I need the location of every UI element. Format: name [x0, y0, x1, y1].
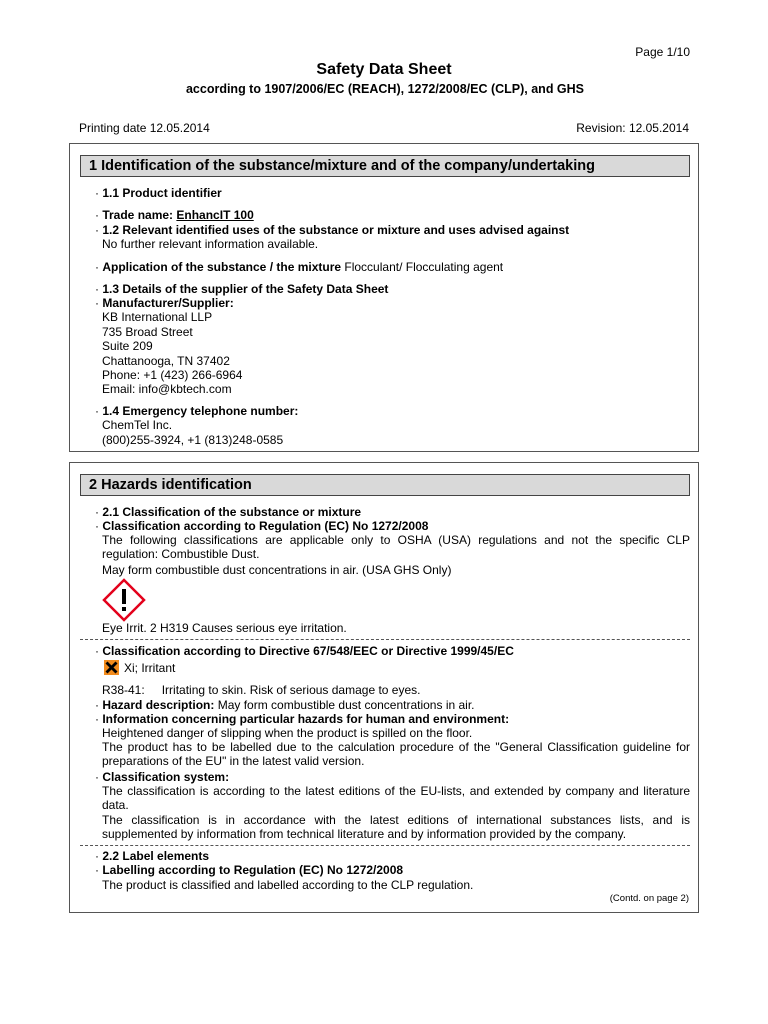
ghs-exclamation-icon [102, 578, 146, 622]
clp-heading: · Classification according to Regulation (EC) No 1272/2008 [95, 519, 429, 533]
manufacturer-line: Suite 209 [102, 339, 153, 353]
printing-date: Printing date 12.05.2014 [79, 121, 210, 135]
divider [80, 639, 690, 640]
classification-system-text: The classification is in accordance with the latest editions of international substances lists, and is supplemented by information from technical literature and by information provided by the company. [102, 813, 690, 842]
classification-system-label: · Classification system: [95, 770, 230, 784]
divider [80, 845, 690, 846]
labelling-heading: · Labelling according to Regulation (EC) No 1272/2008 [95, 863, 404, 877]
section-2-box [69, 462, 699, 913]
page-number: Page 1/10 [635, 45, 690, 59]
supplier-details: · 1.3 Details of the supplier of the Safety Data Sheet [95, 282, 389, 296]
section-1-heading: 1 Identification of the substance/mixture and of the company/undertaking [80, 155, 690, 177]
emergency-label: · 1.4 Emergency telephone number: [95, 404, 299, 418]
classification-system-text: The classification is according to the latest editions of the EU-lists, and extended by company and literature data. [102, 784, 690, 813]
section-1-box [69, 143, 699, 452]
dust-text: May form combustible dust concentrations in air. (USA GHS Only) [102, 563, 452, 577]
relevant-uses-label: · 1.2 Relevant identified uses of the substance or mixture and uses advised against [95, 223, 570, 237]
hazard-description: · Hazard description: May form combustible dust concentrations in air. [95, 698, 475, 712]
xi-irritant-icon [104, 660, 119, 675]
manufacturer-line: 735 Broad Street [102, 325, 193, 339]
osha-text: The following classifications are applicable only to OSHA (USA) regulations and not the specific CLP regulation: Combustible Dust. [102, 533, 690, 562]
emergency-line: (800)255-3924, +1 (813)248-0585 [102, 433, 284, 447]
continued-note: (Contd. on page 2) [609, 893, 689, 904]
directive-heading: · Classification according to Directive 67/548/EEC or Directive 1999/45/EC [95, 644, 514, 658]
relevant-uses-value: No further relevant information available. [102, 237, 319, 251]
document-subtitle: according to 1907/2006/EC (REACH), 1272/2008/EC (CLP), and GHS [185, 82, 585, 96]
application: · Application of the substance / the mixture Flocculant/ Flocculating agent [95, 260, 504, 274]
labelling-text: The product is classified and labelled according to the CLP regulation. [102, 878, 474, 892]
classification-heading: · 2.1 Classification of the substance or mixture [95, 505, 362, 519]
r-phrase: R38-41: Irritating to skin. Risk of serious damage to eyes. [102, 683, 421, 697]
emergency-line: ChemTel Inc. [102, 418, 173, 432]
manufacturer-email[interactable]: Email: info@kbtech.com [102, 382, 232, 396]
manufacturer-line: Chattanooga, TN 37402 [102, 354, 230, 368]
xi-label: Xi; Irritant [124, 661, 176, 675]
eye-irrit: Eye Irrit. 2 H319 Causes serious eye irritation. [102, 621, 347, 635]
manufacturer-line: KB International LLP [102, 310, 213, 324]
info-line: The product has to be labelled due to the calculation procedure of the "General Classification guideline for preparations of the EU" in the latest valid version. [102, 740, 690, 769]
document-title: Safety Data Sheet [316, 61, 452, 78]
label-elements: · 2.2 Label elements [95, 849, 210, 863]
info-line: Heightened danger of slipping when the product is spilled on the floor. [102, 726, 473, 740]
trade-name: · Trade name: EnhancIT 100 [95, 208, 254, 222]
info-label: · Information concerning particular hazards for human and environment: [95, 712, 510, 726]
product-identifier: · 1.1 Product identifier [95, 186, 222, 200]
section-2-heading: 2 Hazards identification [80, 474, 690, 496]
manufacturer-label: · Manufacturer/Supplier: [95, 296, 234, 310]
manufacturer-line: Phone: +1 (423) 266-6964 [102, 368, 243, 382]
revision-date: Revision: 12.05.2014 [576, 121, 689, 135]
